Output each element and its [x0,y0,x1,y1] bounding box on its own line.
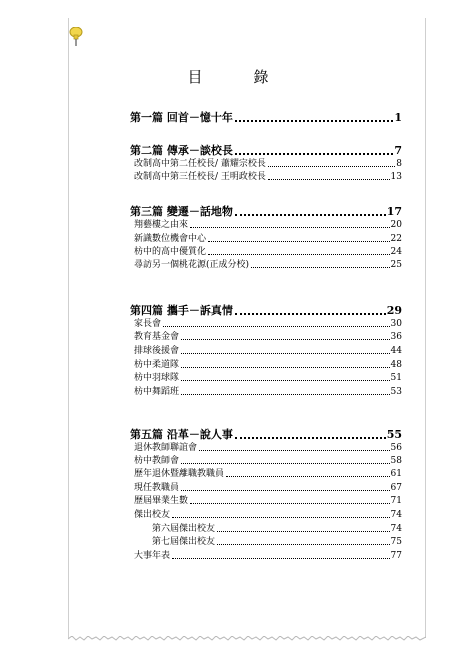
toc-section-entry [134,483,402,493]
toc-page-number: 53 [390,387,402,397]
toc-entry-label: 枋中羽球隊 [134,373,180,383]
toc-dot-leader [181,393,390,395]
toc-section-entry [134,469,402,479]
toc-page-number: 44 [390,346,402,356]
toc-section-entry [134,510,402,520]
toc-page-number: 8 [396,159,402,169]
toc-entry-label: 歷屆畢業生數 [134,496,189,506]
toc-entry-label: 第四篇 攜手－訴真情 [130,304,233,317]
toc-dot-leader [181,338,390,340]
toc-dot-leader [235,119,394,122]
toc-entry-label: 第一篇 回首－憶十年 [130,111,233,124]
toc-entry-label: 現任教職員 [134,483,180,493]
toc-entry-label: 新識數位機會中心 [134,234,207,244]
toc-entry-label: 大事年表 [134,551,171,561]
toc-page-number: 24 [390,247,402,257]
toc-chapter-entry [130,145,402,157]
toc-dot-leader [235,436,386,439]
toc-page-number: 29 [386,304,402,317]
toc-page-number: 17 [386,205,402,218]
toc-section-entry [134,346,402,356]
toc-page-number: 1 [394,111,402,124]
toc-entry-label: 翔藝樓之由來 [134,220,189,230]
toc-dot-leader [190,226,390,228]
toc-entry-label: 第三篇 變遷－話地物 [130,205,233,218]
toc-section-entry [134,443,402,453]
toc-chapter-entry [130,206,402,218]
toc-section-entry [152,524,402,534]
toc-section-entry [134,373,402,383]
toc-entry-label: 第二篇 傳承－談校長 [130,144,233,157]
toc-page-number: 55 [386,428,402,441]
toc-dot-leader [226,475,390,477]
toc-section-entry [134,551,402,561]
toc-section-entry [134,220,402,230]
toc-entry-label: 第七屆傑出校友 [152,537,216,547]
toc-section-entry [134,172,402,182]
toc-page-number: 61 [390,469,402,479]
toc-page-number: 13 [390,172,402,182]
toc-entry-label: 尋訪另一個桃花源(正成分校) [134,260,250,270]
toc-page-number: 36 [390,332,402,342]
toc-section-entry [134,319,402,329]
toc-section-entry [134,332,402,342]
toc-entry-label: 第五篇 沿革－說人事 [130,428,233,441]
toc-page-number: 22 [390,234,402,244]
toc-dot-leader [235,152,394,155]
toc-page-number: 67 [390,483,402,493]
toc-chapter-entry [130,429,402,441]
toc-section-entry [134,260,402,270]
toc-section-entry [134,247,402,257]
toc-entry-label: 第六屆傑出校友 [152,524,216,534]
page-title: 目 錄 [187,68,287,86]
toc-page-number: 25 [390,260,402,270]
page-torn-edge [68,636,426,642]
toc-dot-leader [199,449,390,451]
toc-chapter-entry [130,112,402,124]
toc-dot-leader [181,366,390,368]
toc-dot-leader [181,379,390,381]
toc-section-entry [134,387,402,397]
toc-page-number: 71 [390,496,402,506]
toc-page-number: 20 [390,220,402,230]
toc-page-number: 48 [390,360,402,370]
toc-entry-label: 家長會 [134,319,162,329]
toc-page-number: 75 [390,537,402,547]
toc-dot-leader [181,352,390,354]
toc-entry-label: 枋中舞蹈班 [134,387,180,397]
toc-page-number: 77 [390,551,402,561]
toc-section-entry [134,234,402,244]
toc-section-entry [134,496,402,506]
toc-entry-label: 改制高中第二任校長/ 蕭耀宗校長 [134,159,266,169]
toc-entry-label: 枋中教師會 [134,456,180,466]
toc-entry-label: 排球後援會 [134,346,180,356]
toc-dot-leader [208,253,390,255]
toc-page-number: 58 [390,456,402,466]
toc-page-number: 56 [390,443,402,453]
toc-entry-label: 枋中柔道隊 [134,360,180,370]
toc-page-number: 30 [390,319,402,329]
toc-dot-leader [163,325,390,327]
toc-dot-leader [268,178,390,180]
toc-section-entry [134,360,402,370]
toc-dot-leader [172,516,390,518]
toc-page-number: 51 [390,373,402,383]
toc-chapter-entry [130,305,402,317]
toc-entry-label: 歷年退休暨離職教職員 [134,469,225,479]
toc-entry-label: 教育基金會 [134,332,180,342]
toc-page-number: 74 [390,510,402,520]
toc-entry-label: 退休教師聯誼會 [134,443,198,453]
toc-entry-label: 傑出校友 [134,510,171,520]
toc-dot-leader [235,312,386,315]
toc-dot-leader [190,502,390,504]
toc-dot-leader [251,266,390,268]
toc-dot-leader [268,165,395,167]
toc-page-number: 7 [394,144,402,157]
toc-dot-leader [217,543,390,545]
toc-dot-leader [235,213,386,216]
toc-page-number: 74 [390,524,402,534]
toc-dot-leader [181,489,390,491]
toc-entry-label: 改制高中第三任校長/ 王明政校長 [134,172,266,182]
toc-entry-label: 枋中的高中優質化 [134,247,207,257]
toc-section-entry [134,159,402,169]
toc-dot-leader [217,530,390,532]
toc-dot-leader [172,557,390,559]
toc-section-entry [134,456,402,466]
pushpin-icon [69,27,83,47]
toc-section-entry [152,537,402,547]
toc-dot-leader [181,462,390,464]
toc-dot-leader [208,240,390,242]
